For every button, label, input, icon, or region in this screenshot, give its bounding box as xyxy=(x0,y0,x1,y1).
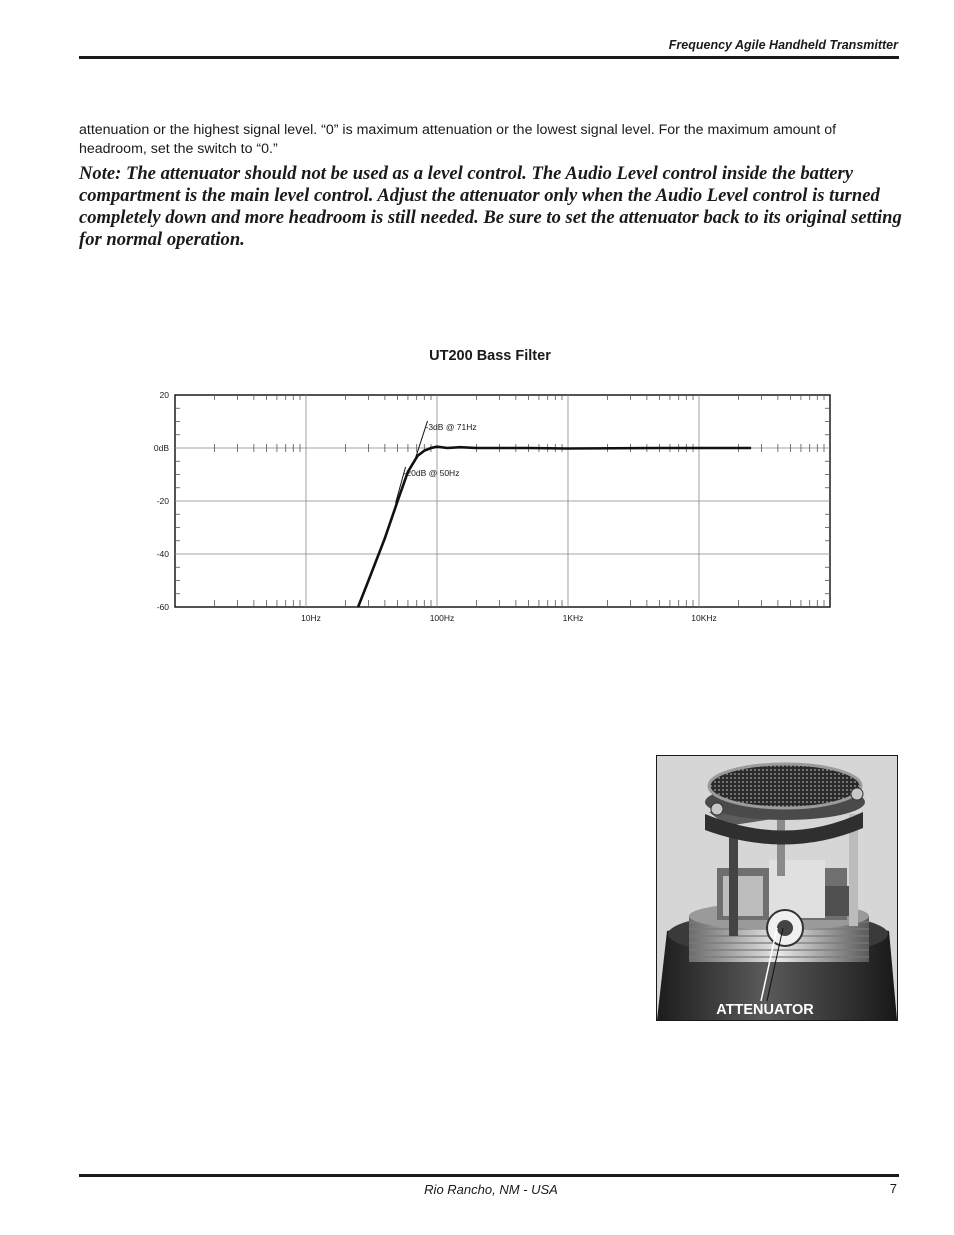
x-tick-label: 10Hz xyxy=(301,613,321,623)
attenuator-note: Note: The attenuator should not be used as a level control. The Audio Level control inside the battery compartment is the main level control. Adjust the attenuator only when the Audio Level control is turned completely down and more headroom is still needed. Be sure to set the attenuator back to its original setting for normal operation. xyxy=(79,163,902,250)
annotation-label: -20dB @ 50Hz xyxy=(403,468,460,478)
page-number: 7 xyxy=(889,1181,897,1196)
attenuator-label: ATTENUATOR xyxy=(716,1002,814,1018)
microphone-head-illustration xyxy=(657,756,897,1020)
x-tick-label: 100Hz xyxy=(429,613,455,623)
y-tick-label: 0dB xyxy=(153,443,169,453)
annotation-label: -3dB @ 71Hz xyxy=(425,422,477,432)
header-rule xyxy=(79,56,899,59)
running-header-title: Frequency Agile Handheld Transmitter xyxy=(668,38,898,52)
bass-filter-chart xyxy=(140,385,840,635)
y-tick-label: 20 xyxy=(159,390,169,400)
chart-title: UT200 Bass Filter xyxy=(429,348,551,364)
y-tick-label: -40 xyxy=(156,549,169,559)
body-paragraph: attenuation or the highest signal level. “0” is maximum attenuation or the lowest signal level. For the maximum amount of headroom, set the switch to “0.” xyxy=(79,122,837,157)
attenuator-photo xyxy=(656,755,898,1021)
footer-rule xyxy=(79,1174,899,1177)
footer-location: Rio Rancho, NM - USA xyxy=(424,1182,558,1197)
y-tick-label: -20 xyxy=(156,496,169,506)
x-tick-label: 10KHz xyxy=(691,613,717,623)
y-tick-label: -60 xyxy=(156,602,169,612)
x-tick-label: 1KHz xyxy=(562,613,584,623)
